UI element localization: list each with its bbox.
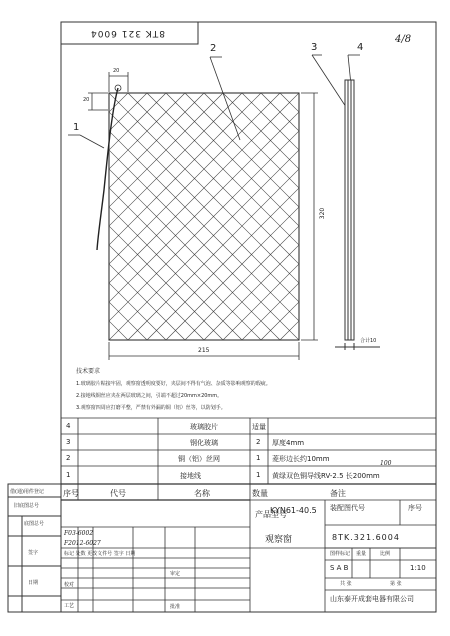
tech-req-2: 2.接地线铜丝应夹在两层玻璃之间，引端不超过20mm×20mm。 — [76, 393, 223, 399]
stage-value: S A B — [330, 564, 349, 572]
row1-name: 接地线 — [180, 472, 201, 480]
row1-no: 1 — [66, 471, 71, 479]
scale-label: 比例 — [380, 551, 391, 557]
order-label: 序号 — [408, 504, 422, 512]
craft-label: 工艺 — [64, 603, 75, 609]
row2-remark: 菱形边长约10mm — [272, 455, 330, 463]
row2-no: 2 — [66, 454, 71, 462]
left-label-3: 底图总号 — [24, 521, 45, 527]
product-model-label: 产品型号 — [255, 510, 287, 519]
row3-name: 钢化玻璃 — [190, 439, 218, 447]
col-seq: 序号 — [63, 489, 79, 498]
callout-4: 4 — [357, 42, 364, 53]
left-label-5: 日期 — [28, 580, 39, 586]
company-name: 山东泰开成套电器有限公司 — [330, 595, 414, 603]
row1-qty: 1 — [256, 471, 261, 479]
rev-entry-1: F03-6002 — [64, 530, 94, 537]
tech-req-1: 1.玻璃胶片粘接牢固，观察窗透明度要好，夹层间不得有气泡、杂质等影响观察的瑕疵。 — [76, 381, 271, 387]
scale-value: 1:10 — [410, 564, 426, 572]
drawing-name: 观察窗 — [265, 535, 293, 545]
dim-thickness: 合计10 — [360, 338, 377, 344]
product-model-value: KYN61-40.5 — [270, 506, 317, 515]
approve-label: 批准 — [170, 604, 181, 610]
row4-no: 4 — [66, 422, 71, 430]
dim-height: 320 — [319, 207, 327, 220]
rev-entry-2: F2012-6027 — [64, 540, 101, 547]
stage-label: 图样标记 — [330, 551, 351, 557]
left-label-1: 借(通)用件登记 — [10, 489, 44, 495]
dim-left-height: 20 — [83, 97, 90, 103]
drawing-code-top: 8TK 321 6004 — [90, 28, 165, 38]
col-code: 代号 — [110, 489, 126, 498]
sheets-label: 共 张 — [340, 581, 352, 587]
col-name: 名称 — [194, 489, 210, 498]
rev-header: 标记 处数 更改文件号 签字 日期 — [64, 551, 136, 557]
callout-1: 1 — [73, 122, 80, 133]
left-label-4: 签字 — [28, 550, 39, 556]
drawing-code: 8TK.321.6004 — [332, 533, 400, 542]
row3-qty: 2 — [256, 438, 261, 446]
callout-2: 2 — [210, 43, 217, 54]
assembly-code-label: 装配图代号 — [330, 504, 365, 512]
row1-remark: 黄绿双色铜导线RV-2.5 长200mm — [272, 472, 380, 480]
row3-remark: 厚度4mm — [272, 439, 305, 447]
col-remark: 备注 — [330, 489, 346, 498]
tech-req-title: 技术要求 — [76, 368, 101, 375]
dim-top-width: 20 — [113, 68, 120, 74]
callout-3: 3 — [311, 42, 318, 53]
weight-label: 重量 — [356, 551, 367, 557]
sheet-label: 第 张 — [390, 581, 402, 587]
row2-name: 铜（铝）丝网 — [178, 455, 220, 463]
col-qty: 数量 — [252, 489, 268, 498]
check-label: 校对 — [64, 582, 75, 588]
review-label: 审定 — [170, 571, 181, 577]
left-label-2: 旧底图总号 — [14, 503, 40, 509]
row3-no: 3 — [66, 438, 71, 446]
row4-name: 玻璃胶片 — [190, 423, 218, 431]
row2-qty: 1 — [256, 454, 261, 462]
dim-width: 215 — [198, 347, 210, 354]
sheet-number: 4/8 — [395, 34, 412, 45]
row1-correction: 100 — [380, 460, 392, 467]
row4-qty: 适量 — [252, 423, 266, 431]
tech-req-3: 3.观察窗四周应打磨平整，严禁有外漏的铜（铝）丝等，以防划手。 — [76, 405, 226, 411]
